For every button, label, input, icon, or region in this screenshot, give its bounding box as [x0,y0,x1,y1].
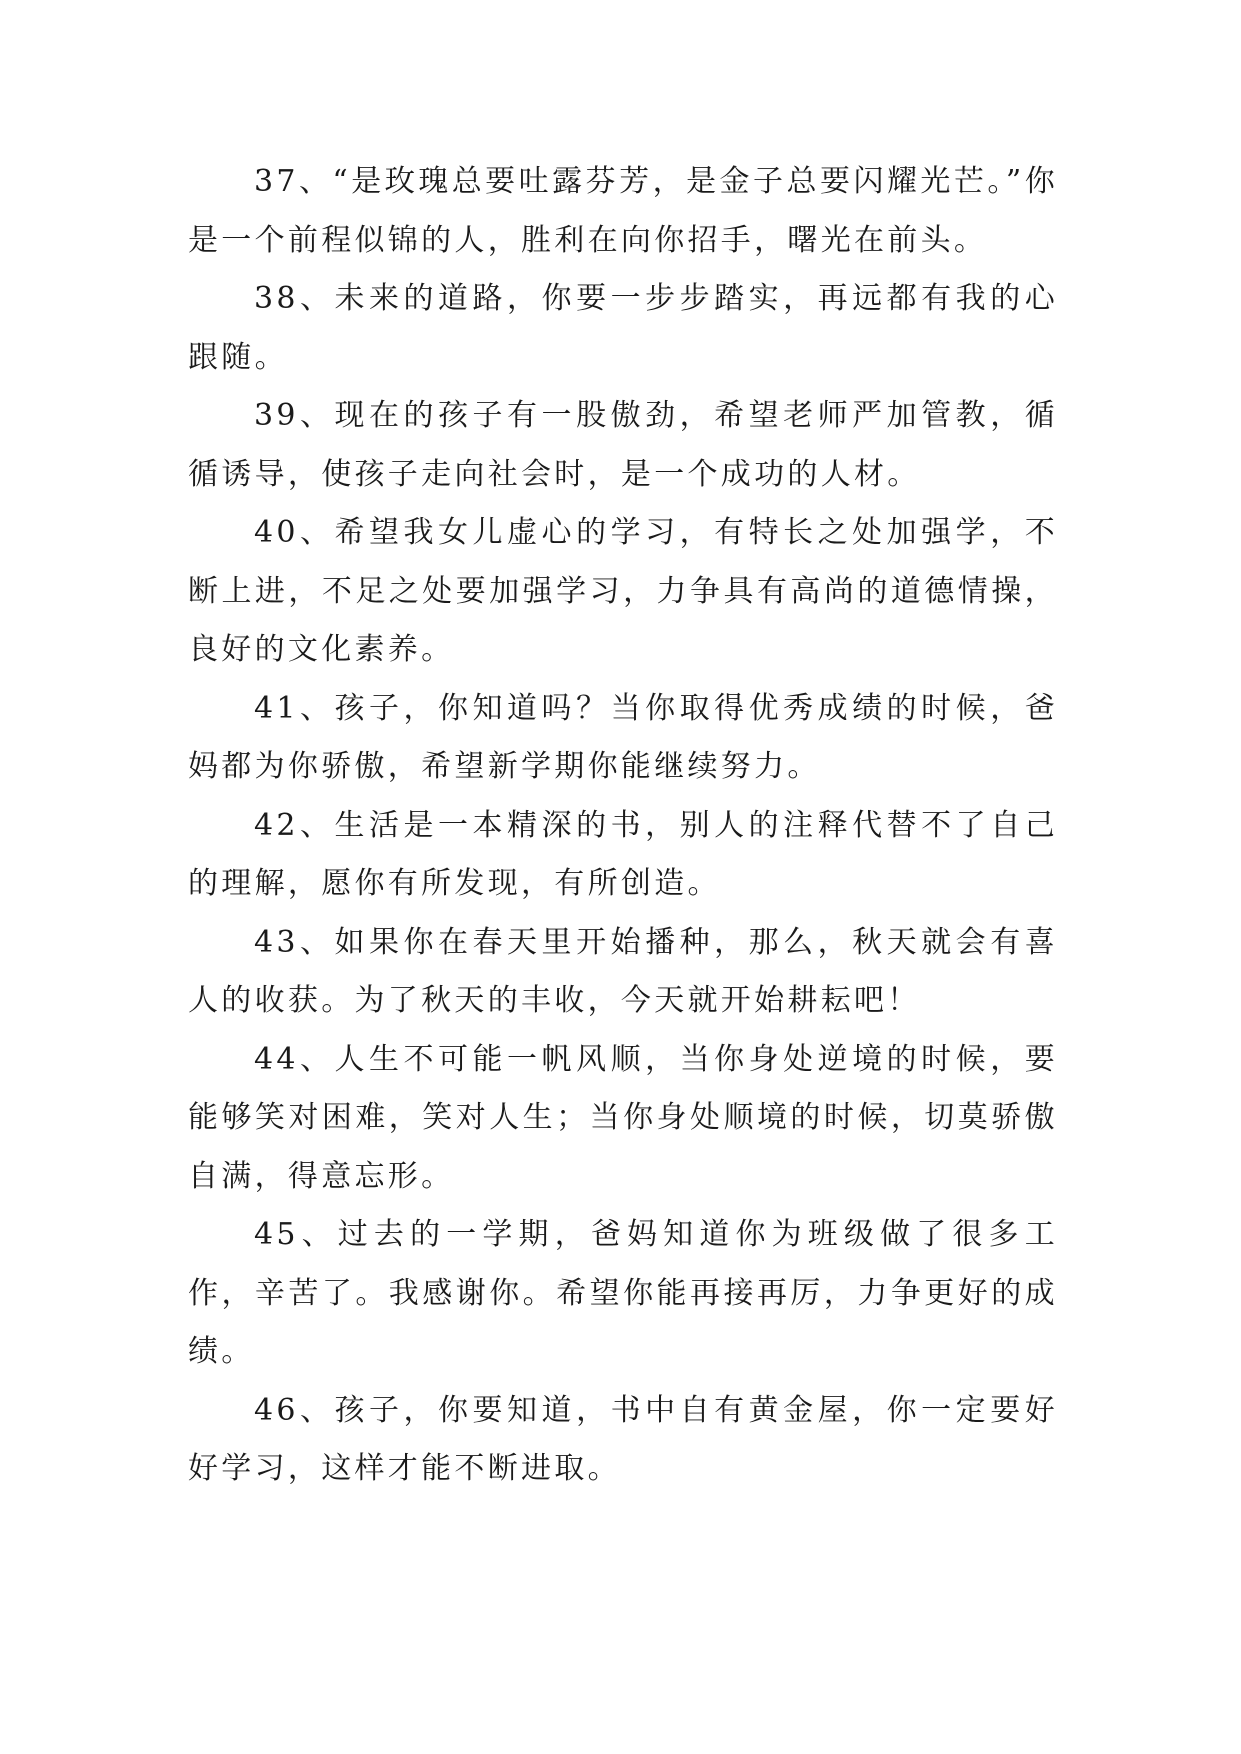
paragraph-43: 43、如果你在春天里开始播种，那么，秋天就会有喜人的收获。为了秋天的丰收，今天就开始耕耘吧！ [188,924,1058,1018]
paragraph-37: 37、“是玫瑰总要吐露芬芳，是金子总要闪耀光芒。”你是一个前程似锦的人，胜利在向你招手，曙光在前头。 [188,164,1058,258]
paragraph-40: 40、希望我女儿虚心的学习，有特长之处加强学，不断上进，不足之处要加强学习，力争具有高尚的道德情操，良好的文化素养。 [188,515,1058,667]
paragraph-45: 45、过去的一学期，爸妈知道你为班级做了很多工作，辛苦了。我感谢你。希望你能再接再厉，力争更好的成绩。 [188,1217,1058,1369]
paragraph-39: 39、现在的孩子有一股傲劲，希望老师严加管教，循循诱导，使孩子走向社会时，是一个成功的人材。 [188,398,1058,492]
paragraph-41: 41、孩子，你知道吗？当你取得优秀成绩的时候，爸妈都为你骄傲，希望新学期你能继续努力。 [188,690,1058,784]
paragraph-42: 42、生活是一本精深的书，别人的注释代替不了自己的理解，愿你有所发现，有所创造。 [188,807,1058,901]
paragraph-44: 44、人生不可能一帆风顺，当你身处逆境的时候，要能够笑对困难，笑对人生；当你身处顺境的时候，切莫骄傲自满，得意忘形。 [188,1041,1058,1194]
paragraph-46: 46、孩子，你要知道，书中自有黄金屋，你一定要好好学习，这样才能不断进取。 [188,1392,1058,1486]
document-body [188,153,1058,1499]
paragraph-38: 38、未来的道路，你要一步步踏实，再远都有我的心跟随。 [188,281,1058,375]
